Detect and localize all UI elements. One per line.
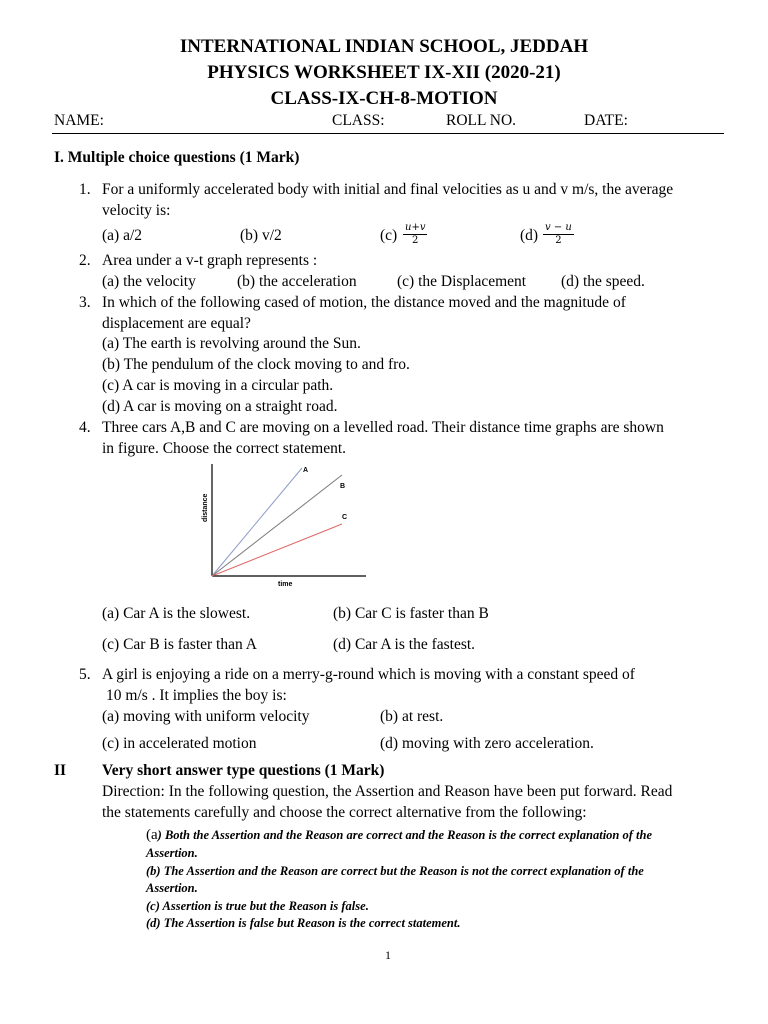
alternative-a-text: ) Both the Assertion and the Reason are correct and the Reason is the correct explanation of the bbox=[157, 828, 653, 842]
q1-option-c-denominator: 2 bbox=[412, 235, 419, 246]
q4-line2: in figure. Choose the correct statement. bbox=[102, 440, 347, 457]
graph-line-a bbox=[212, 468, 302, 576]
q3-line1: In which of the following cased of motion, the distance moved and the magnitude of bbox=[102, 294, 626, 311]
q2-option-c: (c) the Displacement bbox=[397, 273, 527, 290]
q3-option-b: (b) The pendulum of the clock moving to and fro. bbox=[102, 356, 410, 373]
q5-option-c: (c) in accelerated motion bbox=[102, 735, 257, 752]
q1-line1: For a uniformly accelerated body with initial and final velocities as u and v m/s, the average bbox=[102, 181, 674, 198]
q1-option-c-label: (c) bbox=[380, 227, 398, 244]
alternative-b-line1: (b) The Assertion and the Reason are correct but the Reason is not the correct explanation of the bbox=[146, 864, 644, 878]
q5-line2: 10 m/s . It implies the boy is: bbox=[106, 687, 287, 704]
q4-option-a: (a) Car A is the slowest. bbox=[102, 605, 251, 622]
q5-option-b: (b) at rest. bbox=[380, 708, 444, 725]
q3-line2: displacement are equal? bbox=[102, 315, 251, 332]
q1-option-d-label: (d) bbox=[520, 227, 539, 244]
q2-option-a: (a) the velocity bbox=[102, 273, 196, 290]
graph-line-c bbox=[212, 524, 342, 576]
q3-number: 3. bbox=[79, 294, 91, 311]
graph-y-label: distance bbox=[202, 493, 209, 522]
q1-option-d-numerator: v − u bbox=[545, 222, 572, 233]
alternative-a-prefix: (a bbox=[146, 827, 158, 843]
q3-option-d: (d) A car is moving on a straight road. bbox=[102, 398, 338, 415]
q1-option-d-fraction bbox=[543, 222, 574, 247]
worksheet-title: PHYSICS WORKSHEET IX-XII (2020-21) bbox=[207, 62, 561, 83]
graph-label-c: C bbox=[342, 514, 348, 521]
q3-option-c: (c) A car is moving in a circular path. bbox=[102, 377, 334, 394]
q1-option-d-denominator: 2 bbox=[555, 235, 562, 246]
class-chapter-title: CLASS-IX-CH-8-MOTION bbox=[270, 88, 498, 109]
q1-number: 1. bbox=[79, 181, 91, 198]
q2-text: Area under a v-t graph represents : bbox=[102, 252, 318, 269]
page-number: 1 bbox=[385, 948, 391, 962]
section2-number: II bbox=[54, 762, 67, 779]
q1-option-c-numerator: u+v bbox=[405, 222, 426, 233]
distance-time-graph bbox=[190, 458, 370, 590]
q4-option-b: (b) Car C is faster than B bbox=[333, 605, 489, 622]
class-label: CLASS: bbox=[332, 112, 385, 129]
graph-label-b: B bbox=[340, 483, 346, 490]
graph-label-a: A bbox=[303, 467, 309, 474]
alternative-c: (c) Assertion is true but the Reason is false. bbox=[146, 899, 369, 913]
graph-line-b bbox=[212, 475, 342, 576]
q4-line1: Three cars A,B and C are moving on a levelled road. Their distance time graphs are shown bbox=[102, 419, 664, 436]
graph-x-label: time bbox=[278, 581, 293, 588]
q2-number: 2. bbox=[79, 252, 91, 269]
section2-direction-line2: the statements carefully and choose the correct alternative from the following: bbox=[102, 804, 587, 821]
section2-direction-line1: Direction: In the following question, the Assertion and Reason have been put forward. Read bbox=[102, 783, 673, 800]
q3-option-a: (a) The earth is revolving around the Sun. bbox=[102, 335, 361, 352]
section1-heading: I. Multiple choice questions (1 Mark) bbox=[54, 149, 300, 166]
alternative-b-line2: Assertion. bbox=[146, 881, 198, 895]
school-title: INTERNATIONAL INDIAN SCHOOL, JEDDAH bbox=[179, 36, 589, 57]
q2-option-b: (b) the acceleration bbox=[237, 273, 357, 290]
q1-line2: velocity is: bbox=[102, 202, 171, 219]
header-rule bbox=[52, 133, 724, 134]
q2-option-d: (d) the speed. bbox=[561, 273, 645, 290]
q5-line1: A girl is enjoying a ride on a merry-g-round which is moving with a constant speed of bbox=[102, 666, 635, 683]
roll-label: ROLL NO. bbox=[446, 112, 517, 129]
date-label: DATE: bbox=[584, 112, 628, 129]
q1-option-a: (a) a/2 bbox=[102, 227, 143, 244]
alternative-a-line2: Assertion. bbox=[146, 846, 198, 860]
name-label: NAME: bbox=[54, 112, 104, 129]
q5-number: 5. bbox=[79, 666, 91, 683]
q4-number: 4. bbox=[79, 419, 91, 436]
q4-option-d: (d) Car A is the fastest. bbox=[333, 636, 476, 653]
alternative-a-line1 bbox=[146, 826, 652, 844]
alternative-d: (d) The Assertion is false but Reason is the correct statement. bbox=[146, 916, 461, 930]
q4-option-c: (c) Car B is faster than A bbox=[102, 636, 257, 653]
q5-option-d: (d) moving with zero acceleration. bbox=[380, 735, 594, 752]
q1-option-b: (b) v/2 bbox=[240, 227, 282, 244]
q5-option-a: (a) moving with uniform velocity bbox=[102, 708, 310, 725]
section2-heading: Very short answer type questions (1 Mark) bbox=[102, 762, 385, 779]
q1-option-c-fraction bbox=[403, 222, 427, 247]
